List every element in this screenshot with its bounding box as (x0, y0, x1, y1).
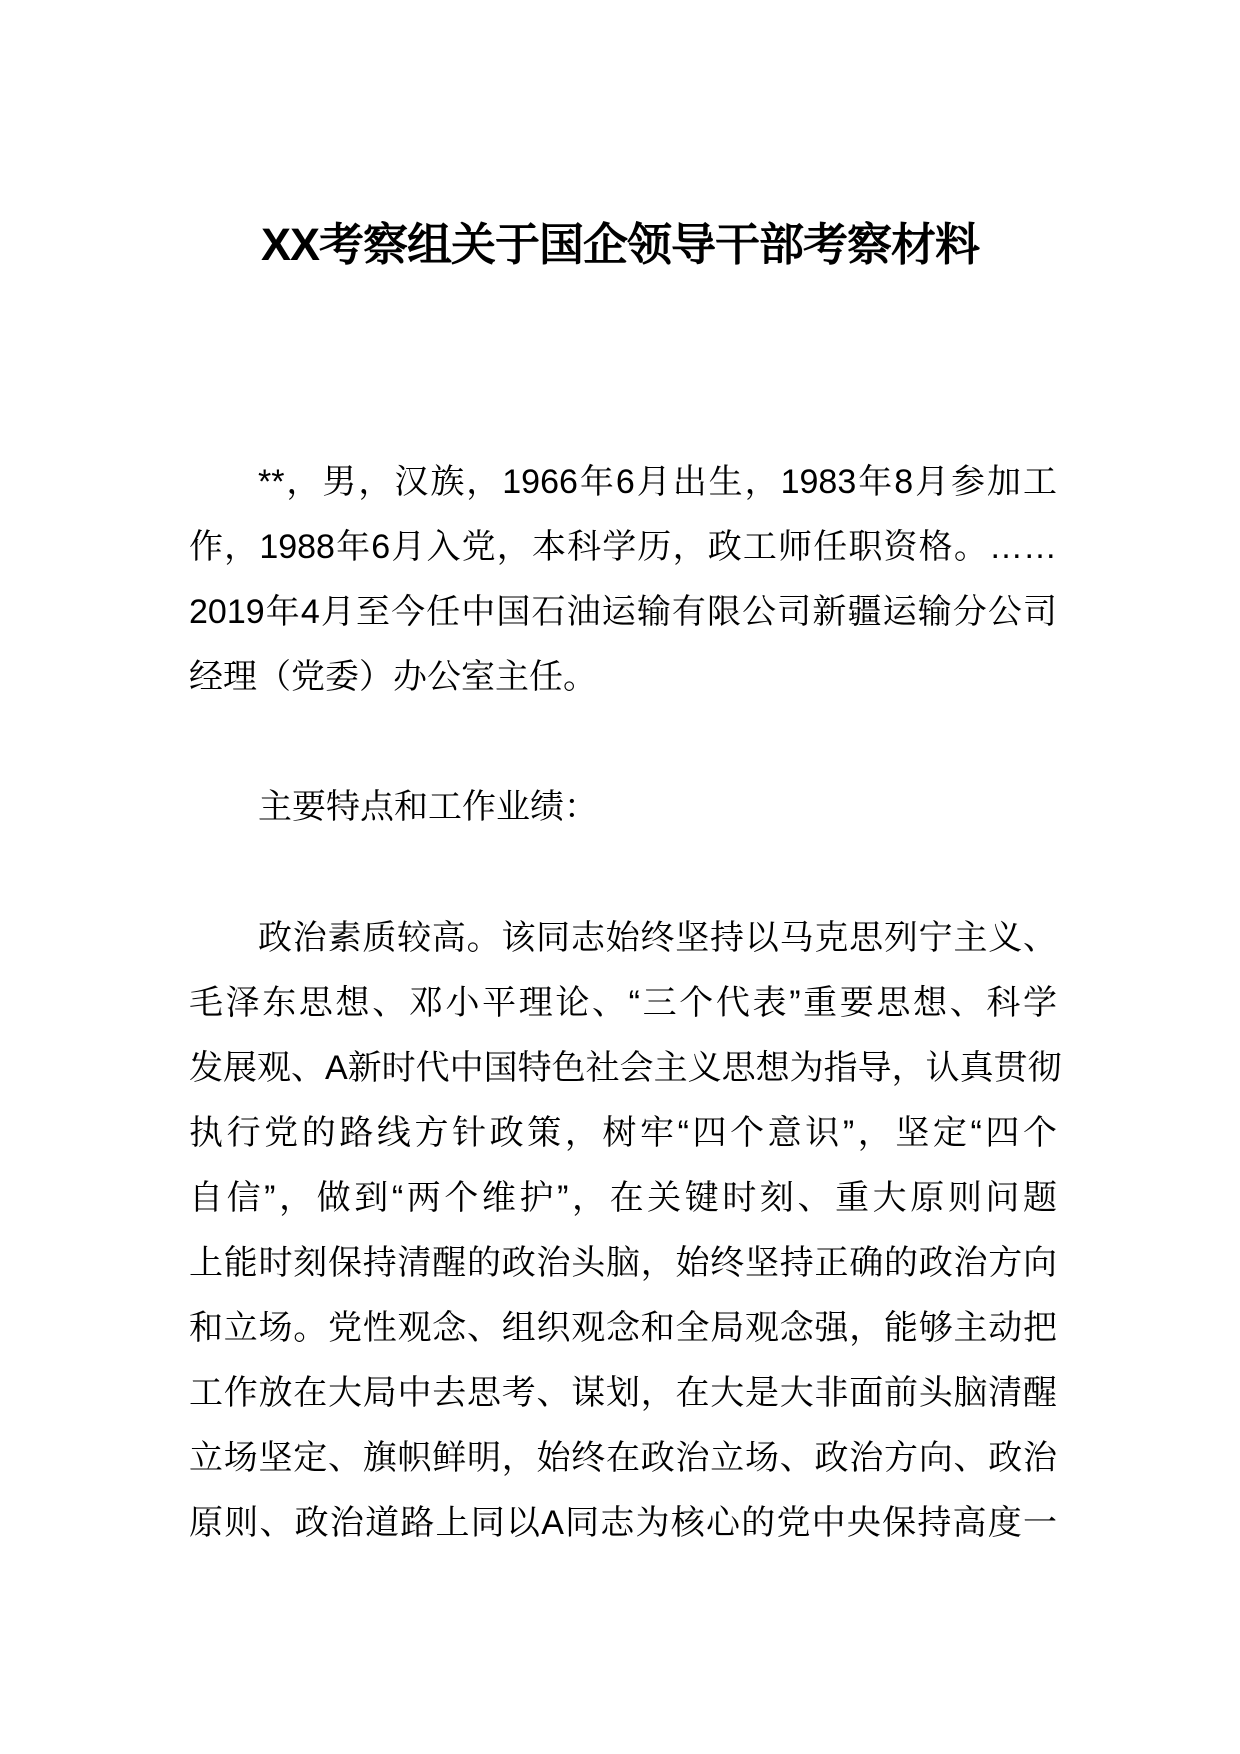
text-line: 执行党的路线方针政策，树牢“四个意识”，坚定“四个 (189, 1114, 1057, 1152)
text-line: 原则、政治道路上同以A同志为核心的党中央保持高度一 (189, 1504, 1057, 1542)
text-line: 上能时刻保持清醒的政治头脑，始终坚持正确的政治方向 (189, 1244, 1057, 1282)
paragraph-basic-info (189, 450, 1057, 710)
text-line: 经理（党委）办公室主任。 (189, 658, 597, 696)
text-line: 自信”，做到“两个维护”，在关键时刻、重大原则问题 (189, 1179, 1057, 1217)
text-line: 2019年4月至今任中国石油运输有限公司新疆运输分公司 (189, 593, 1057, 631)
text-line: 和立场。党性观念、组织观念和全局观念强，能够主动把 (189, 1309, 1057, 1347)
text-line: **，男，汉族，1966年6月出生，1983年8月参加工 (258, 463, 1057, 501)
text-line: 毛泽东思想、邓小平理论、“三个代表”重要思想、科学 (189, 984, 1057, 1022)
text-line: 作，1988年6月入党，本科学历，政工师任职资格。…… (189, 528, 1057, 566)
text-line: 主要特点和工作业绩： (258, 788, 598, 826)
text-line: 政治素质较高。该同志始终坚持以马克思列宁主义、 (258, 919, 1057, 957)
text-line: 立场坚定、旗帜鲜明，始终在政治立场、政治方向、政治 (189, 1439, 1057, 1477)
document-title: XX考察组关于国企领导干部考察材料 (260, 219, 980, 270)
section-heading (189, 775, 1057, 840)
paragraph-political-quality (189, 906, 1062, 1556)
text-line: 发展观、A新时代中国特色社会主义思想为指导，认真贯彻 (189, 1049, 1062, 1087)
text-line: 工作放在大局中去思考、谋划，在大是大非面前头脑清醒 (189, 1374, 1057, 1412)
